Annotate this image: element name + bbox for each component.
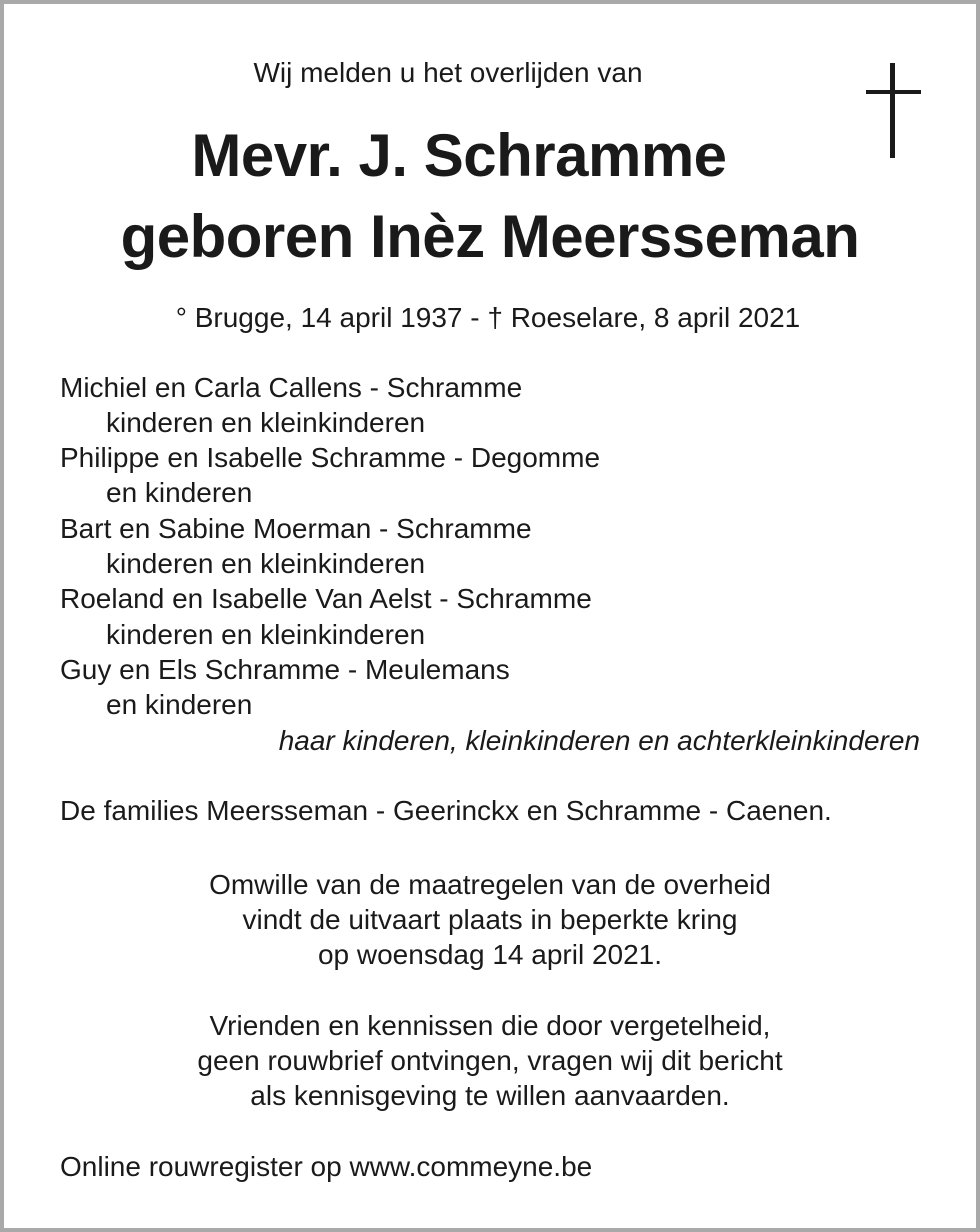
deceased-name-line1: Mevr. J. Schramme: [191, 122, 727, 189]
funeral-notice: [0, 867, 980, 972]
family-sub: kinderen en kleinkinderen: [106, 407, 426, 438]
family-sub: kinderen en kleinkinderen: [106, 619, 426, 650]
family-sub: en kinderen: [106, 689, 253, 720]
family-name: Roeland en Isabelle Van Aelst - Schramme: [60, 583, 592, 614]
family-name: Philippe en Isabelle Schramme - Degomme: [60, 442, 601, 473]
funeral-notice-line: vindt de uitvaart plaats in beperkte kring: [242, 904, 738, 935]
family-name: Guy en Els Schramme - Meulemans: [60, 654, 510, 685]
families-line: De families Meersseman - Geerinckx en Schramme - Caenen.: [60, 795, 832, 826]
deceased-name-line2: geboren Inèz Meersseman: [120, 203, 860, 270]
family-name: Bart en Sabine Moerman - Schramme: [60, 513, 532, 544]
friends-notice-line: geen rouwbrief ontvingen, vragen wij dit bericht: [197, 1045, 783, 1076]
family-sub: kinderen en kleinkinderen: [106, 548, 426, 579]
family-summary: haar kinderen, kleinkinderen en achterkleinkinderen: [278, 725, 920, 756]
family-name: Michiel en Carla Callens - Schramme: [60, 372, 523, 403]
birth-death-dates: ° Brugge, 14 april 1937 - † Roeselare, 8 april 2021: [175, 302, 801, 333]
funeral-notice-line: Omwille van de maatregelen van de overheid: [209, 869, 771, 900]
family-sub: en kinderen: [106, 477, 253, 508]
funeral-notice-line: op woensdag 14 april 2021.: [317, 939, 663, 970]
friends-notice-line: als kennisgeving te willen aanvaarden.: [250, 1080, 730, 1111]
intro-text: Wij melden u het overlijden van: [253, 57, 643, 88]
online-register: Online rouwregister op www.commeyne.be: [60, 1151, 593, 1182]
friends-notice: [0, 1008, 980, 1113]
friends-notice-line: Vrienden en kennissen die door vergetelheid,: [209, 1010, 771, 1041]
